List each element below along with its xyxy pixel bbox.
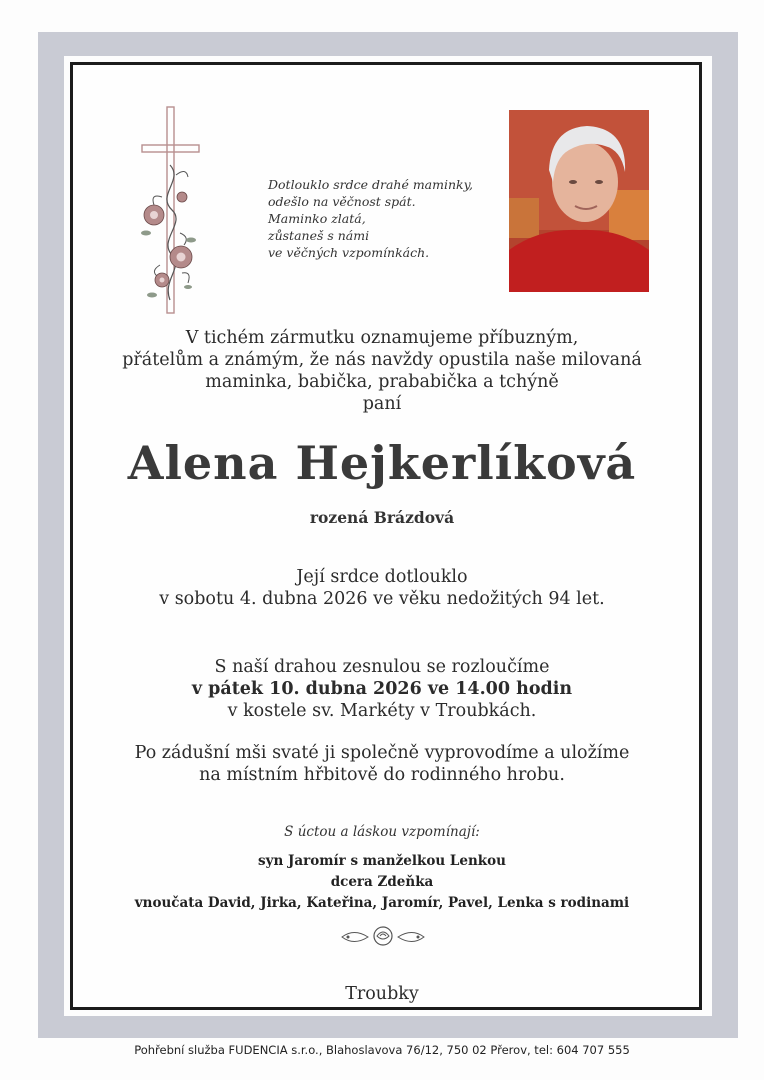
announcement-line: maminka, babička, prababička a tchýně	[205, 372, 559, 392]
poem-line: zůstaneš s námi	[268, 228, 370, 243]
death-line: v sobotu 4. dubna 2026 ve věku nedožitých 94 let.	[159, 589, 605, 609]
farewell-info	[0, 656, 764, 722]
poem-line: Dotlouklo srdce drahé maminky,	[268, 177, 473, 192]
poem-line: odešlo na věčnost spát.	[268, 194, 416, 209]
burial-line: Po zádušní mši svaté ji společně vyprovodíme a uložíme	[134, 743, 630, 763]
poem-line: Maminko zlatá,	[268, 211, 366, 226]
announcement-line: přátelům a známým, že nás navždy opustila naše milovaná	[122, 350, 642, 370]
burial-info	[0, 742, 764, 786]
announcement-line: paní	[362, 394, 402, 414]
announcement-line: V tichém zármutku oznamujeme příbuzným,	[185, 328, 579, 348]
cross-with-flowers-icon	[136, 105, 206, 317]
signoff-line: vnoučata David, Jirka, Kateřina, Jaromír, Pavel, Lenka s rodinami	[134, 895, 630, 911]
farewell-date: v pátek 10. dubna 2026 ve 14.00 hodin	[191, 679, 573, 699]
burial-line: na místním hřbitově do rodinného hrobu.	[199, 765, 565, 785]
farewell-line: S naší drahou zesnulou se rozloučíme	[214, 657, 550, 677]
funeral-service-footer: Pohřební služba FUDENCIA s.r.o., Blahoslavova 76/12, 750 02 Přerov, tel: 604 707 555	[134, 1043, 630, 1057]
farewell-place: v kostele sv. Markéty v Troubkách.	[227, 701, 537, 721]
rose-ornament-icon	[340, 924, 426, 950]
death-line: Její srdce dotlouklo	[296, 567, 468, 587]
poem-line: ve věčných vzpomínkách.	[268, 245, 430, 260]
portrait-photo	[509, 110, 649, 292]
death-info	[0, 566, 764, 610]
signoff-list	[0, 851, 764, 914]
place-name: Troubky	[345, 984, 419, 1004]
announcement	[0, 327, 764, 415]
signoff-title: S úctou a láskou vzpomínají:	[284, 824, 480, 840]
poem	[268, 176, 473, 261]
signoff-line: dcera Zdeňka	[330, 874, 434, 890]
maiden-name: rozená Brázdová	[309, 508, 455, 527]
deceased-name: Alena Hejkerlíková	[127, 436, 637, 490]
signoff-line: syn Jaromír s manželkou Lenkou	[258, 853, 506, 869]
